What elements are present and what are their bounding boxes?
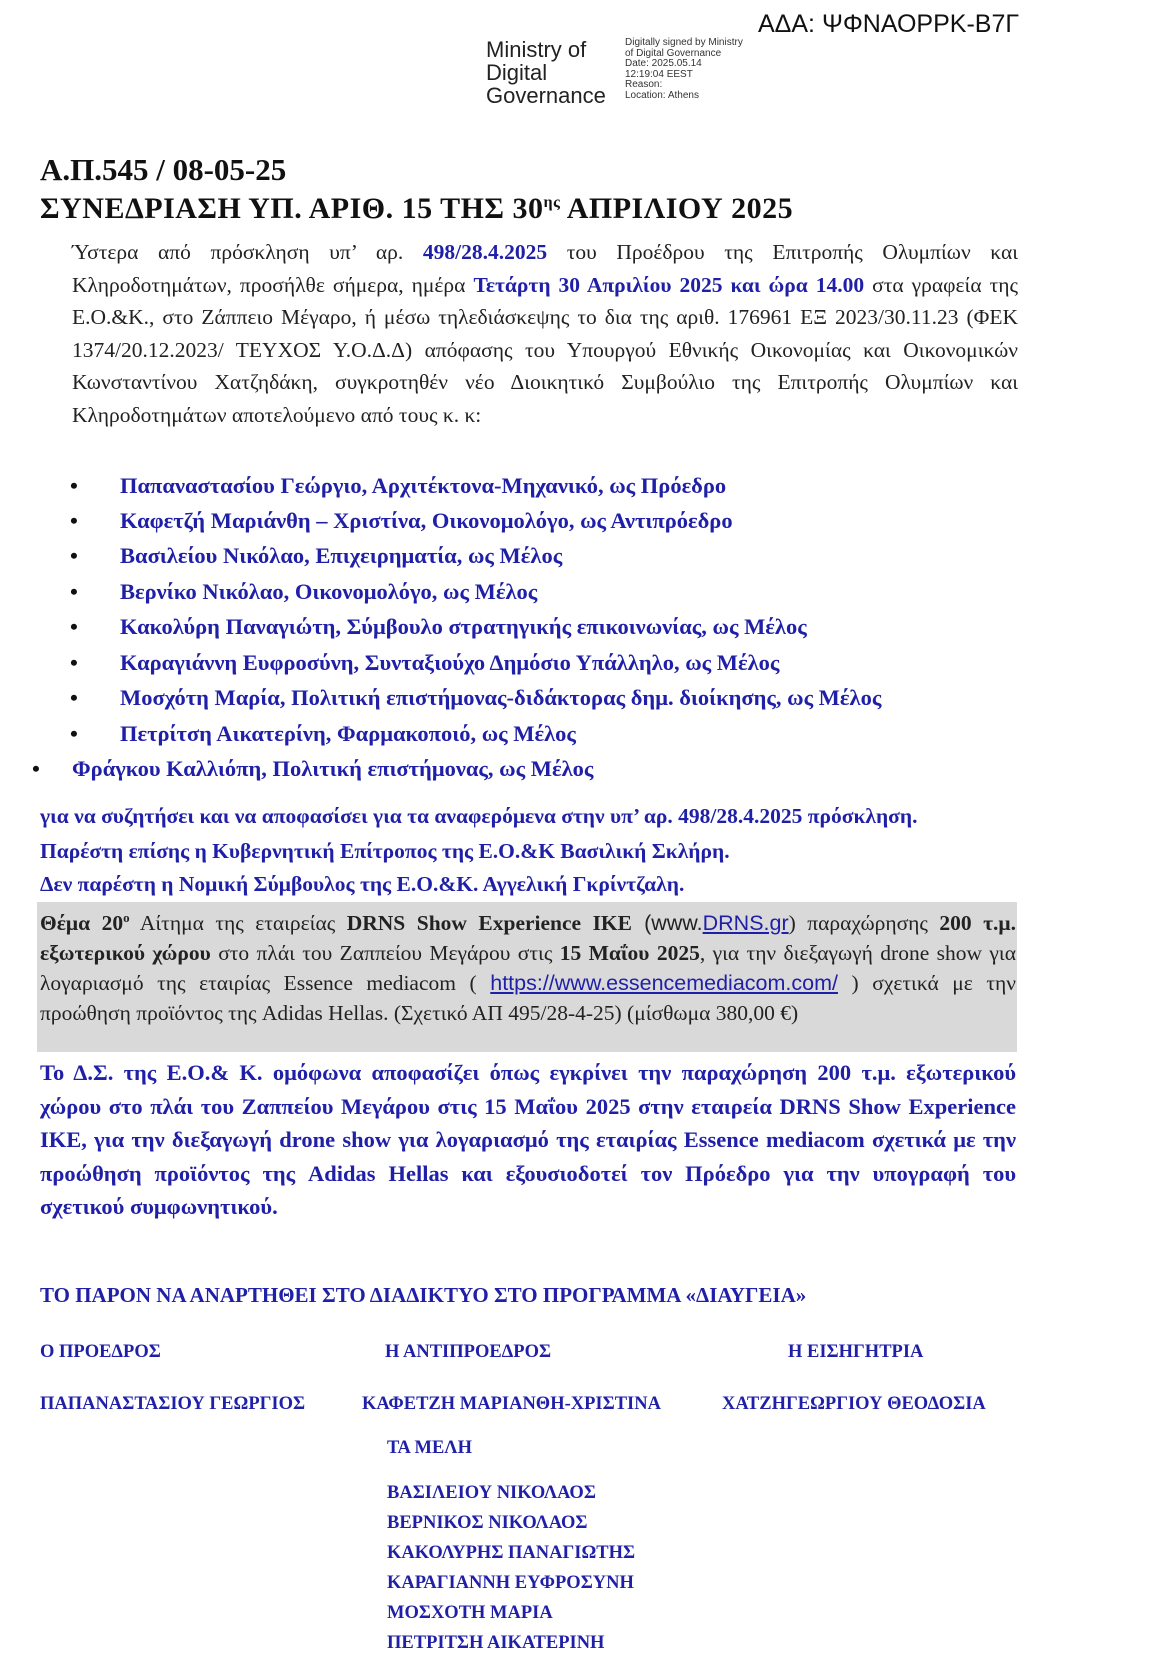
vice-president-name: ΚΑΦΕΤΖΗ ΜΑΡΙΑΝΘΗ-ΧΡΙΣΤΙΝΑ	[362, 1394, 661, 1414]
member-text: Πετρίτση Αικατερίνη, Φαρμακοποιό, ως Μέλος	[120, 721, 576, 746]
member-item	[70, 614, 807, 640]
ministry-logo-text	[486, 38, 606, 107]
signature-member-name: ΜΟΣΧΟΤΗ ΜΑΡΙΑ	[387, 1603, 553, 1623]
member-text: Καφετζή Μαριάνθη – Χριστίνα, Οικονομολόγο, ως Αντιπρόεδρο	[120, 508, 733, 533]
bullet: •	[70, 543, 78, 568]
signature-member-name: ΠΕΤΡΙΤΣΗ ΑΙΚΑΤΕΡΙΝΗ	[387, 1633, 605, 1653]
topic-text: ) παραχώρησης	[788, 911, 940, 936]
bullet: •	[70, 721, 78, 746]
member-text: Κακολύρη Παναγιώτη, Σύμβουλο στρατηγικής επικοινωνίας, ως Μέλος	[120, 614, 807, 639]
member-text: Καραγιάννη Ευφροσύνη, Συνταξιούχο Δημόσιο Υπάλληλο, ως Μέλος	[120, 650, 780, 675]
signature-line: Location: Athens	[625, 89, 699, 101]
topic-area: 200 τ.μ. εξωτερικού χώρου	[40, 911, 1016, 966]
signature-line: Digitally signed by Ministry	[625, 37, 743, 48]
member-item	[70, 685, 882, 711]
topic-label: Θέμα $20^o$	[40, 910, 130, 936]
signature-member-name: ΒΑΣΙΛΕΙΟΥ ΝΙΚΟΛΑΟΣ	[387, 1483, 596, 1503]
signature-line: 12:19:04 EEST	[625, 68, 693, 80]
signature-member-name: ΚΑΡΑΓΙΑΝΝΗ ΕΥΦΡΟΣΥΝΗ	[387, 1573, 634, 1593]
topic-text: , για την διεξαγωγή drone show για λογαριασμό της εταιρίας Essence mediacom (	[40, 941, 1016, 996]
member-text: Βασιλείου Νικόλαο, Επιχειρηματία, ως Μέλος	[120, 543, 563, 568]
topic-text: Αίτημα της εταιρείας	[129, 911, 347, 936]
bullet: •	[70, 579, 78, 604]
intro-paragraph	[72, 236, 1018, 431]
member-item	[70, 650, 780, 676]
ada-code: ΑΔΑ: ΨΦΝΑΟΡΡΚ-Β7Γ	[758, 10, 1020, 38]
member-item	[70, 721, 576, 747]
signature-line: Reason:	[625, 79, 663, 90]
topic-paragraph	[40, 903, 1016, 1028]
topic-company: DRNS Show Experience IKE	[346, 911, 632, 936]
bullet: •	[70, 508, 78, 533]
signature-member-name: ΒΕΡΝΙΚΟΣ ΝΙΚΟΛΑΟΣ	[387, 1513, 588, 1533]
bullet: •	[32, 756, 40, 781]
essence-link[interactable]: https://www.essencemediacom.com/	[490, 971, 838, 996]
member-text: Φράγκου Καλλιόπη, Πολιτική επιστήμονας, ως Μέλος	[72, 756, 594, 781]
meeting-datetime: Τετάρτη 30 Απριλίου 2025 και ώρα 14.00	[473, 272, 865, 297]
member-text: Μοσχότη Μαρία, Πολιτική επιστήμονας-διδάκτορας δημ. διοίκησης, ως Μέλος	[120, 685, 882, 710]
ministry-line: Ministry of	[486, 37, 587, 62]
topic-text: ) σχετικά με την προώθηση προϊόντος της Adidas Hellas. (Σχετικό ΑΠ 495/28-4-25) (μίσθωμα 380,00 €)	[40, 971, 1016, 1026]
member-item	[32, 756, 594, 782]
discussion-line: για να συζητήσει και να αποφασίσει για τα αναφερόμενα στην υπ’ αρ. 498/28.4.2025 πρόσκληση.	[40, 804, 918, 828]
session-title	[40, 192, 793, 226]
session-title-prefix: ΣΥΝΕΔΡΙΑΣΗ ΥΠ. ΑΡΙΘ. 15 ΤΗΣ 30	[40, 192, 544, 225]
intro-text: στα γραφεία της Ε.Ο.&Κ., στο Ζάππειο Μέγαρο, ή μέσω τηλεδιάσκεψης το δια της αριθ. 176961 ΕΞ 2023/30.11.23 (ΦΕΚ 1374/20.12.2023/ ΤΕΥΧΟΣ Υ.Ο.Δ.Δ) απόφασης του Υπουργού Εθνικής Οικονομίας και Οικονομικών Κωνσταντίνου Χατζηδάκη, συγκροτηθέν νέο Διοικητικό Συμβούλιο της Επιτροπής Ολυμπίων και Κληροδοτημάτων αποτελούμενο από τους κ. κ:	[72, 272, 1019, 427]
intro-text: του Προέδρου της Επιτροπής Ολυμπίων και Κληροδοτημάτων, προσήλθε σήμερα, ημέρα	[72, 240, 1018, 297]
ministry-line: Digital	[486, 60, 548, 85]
session-title-sup: ης	[543, 194, 561, 211]
drns-link[interactable]: DRNS.gr	[702, 911, 789, 936]
decision-paragraph: Το Δ.Σ. της Ε.Ο.& Κ. ομόφωνα αποφασίζει όπως εγκρίνει την παραχώρηση 200 τ.μ. εξωτερικού χώρου στο πλάι του Ζαππείου Μεγάρου στις 15 Μαΐου 2025 στην εταιρεία DRNS Show Experience IKE, για την διεξαγωγή drone show για λογαριασμό της εταιρίας Essence mediacom σχετικά με την προώθηση προϊόντος της Adidas Hellas και εξουσιοδοτεί τον Πρόεδρο για την υπογραφή του σχετικού συμφωνητικού.	[40, 1060, 1016, 1219]
bullet: •	[70, 685, 78, 710]
rapporteur-title: Η ΕΙΣΗΓΗΤΡΙΑ	[788, 1342, 924, 1362]
president-title: Ο ΠΡΟΕΔΡΟΣ	[40, 1342, 161, 1362]
topic-text: στο πλάι του Ζαππείου Μεγάρου στις	[210, 941, 560, 966]
members-title: ΤΑ ΜΕΛΗ	[387, 1438, 472, 1458]
absence-line: Δεν παρέστη η Νομική Σύμβουλος της Ε.Ο.&Κ. Αγγελική Γκρίντζαλη.	[40, 872, 685, 896]
topic-text: (www.	[632, 911, 703, 936]
attendance-line: Παρέστη επίσης η Κυβερνητική Επίτροπος της Ε.Ο.&Κ Βασιλική Σκλήρη.	[40, 839, 730, 863]
ministry-line: Governance	[486, 83, 606, 108]
bullet: •	[70, 473, 78, 498]
vice-president-title: Η ΑΝΤΙΠΡΟΕΔΡΟΣ	[385, 1342, 552, 1362]
member-text: Βερνίκο Νικόλαο, Οικονομολόγο, ως Μέλος	[120, 579, 538, 604]
digital-signature-block	[625, 38, 743, 101]
publish-notice: ΤΟ ΠΑΡΟΝ ΝΑ ΑΝΑΡΤΗΘΕΙ ΣΤΟ ΔΙΑΔΙΚΤΥΟ ΣΤΟ ΠΡΟΓΡΑΜΜΑ «ΔΙΑΥΓΕΙΑ»	[40, 1283, 807, 1307]
rapporteur-name: ΧΑΤΖΗΓΕΩΡΓΙΟΥ ΘΕΟΔΟΣΙΑ	[722, 1394, 986, 1414]
session-title-suffix: ΑΠΡΙΛΙΟΥ 2025	[560, 192, 794, 225]
intro-text: Ύστερα από πρόσκληση υπ’ αρ.	[72, 240, 423, 264]
member-item	[70, 543, 563, 569]
member-item	[70, 508, 733, 534]
member-item	[70, 473, 727, 499]
member-item	[70, 579, 538, 605]
invitation-number: 498/28.4.2025	[422, 240, 548, 264]
signature-member-name: ΚΑΚΟΛΥΡΗΣ ΠΑΝΑΓΙΩΤΗΣ	[387, 1543, 636, 1563]
bullet: •	[70, 614, 78, 639]
member-text: Παπαναστασίου Γεώργιο, Αρχιτέκτονα-Μηχανικό, ως Πρόεδρο	[120, 473, 727, 498]
signature-line: of Digital Governance	[625, 47, 722, 59]
signature-line: Date: 2025.05.14	[625, 58, 702, 69]
topic-date: 15 Μαΐου 2025	[559, 941, 700, 966]
protocol-number: Α.Π.545 / 08-05-25	[40, 152, 287, 187]
bullet: •	[70, 650, 78, 675]
president-name: ΠΑΠΑΝΑΣΤΑΣΙΟΥ ΓΕΩΡΓΙΟΣ	[40, 1394, 306, 1414]
